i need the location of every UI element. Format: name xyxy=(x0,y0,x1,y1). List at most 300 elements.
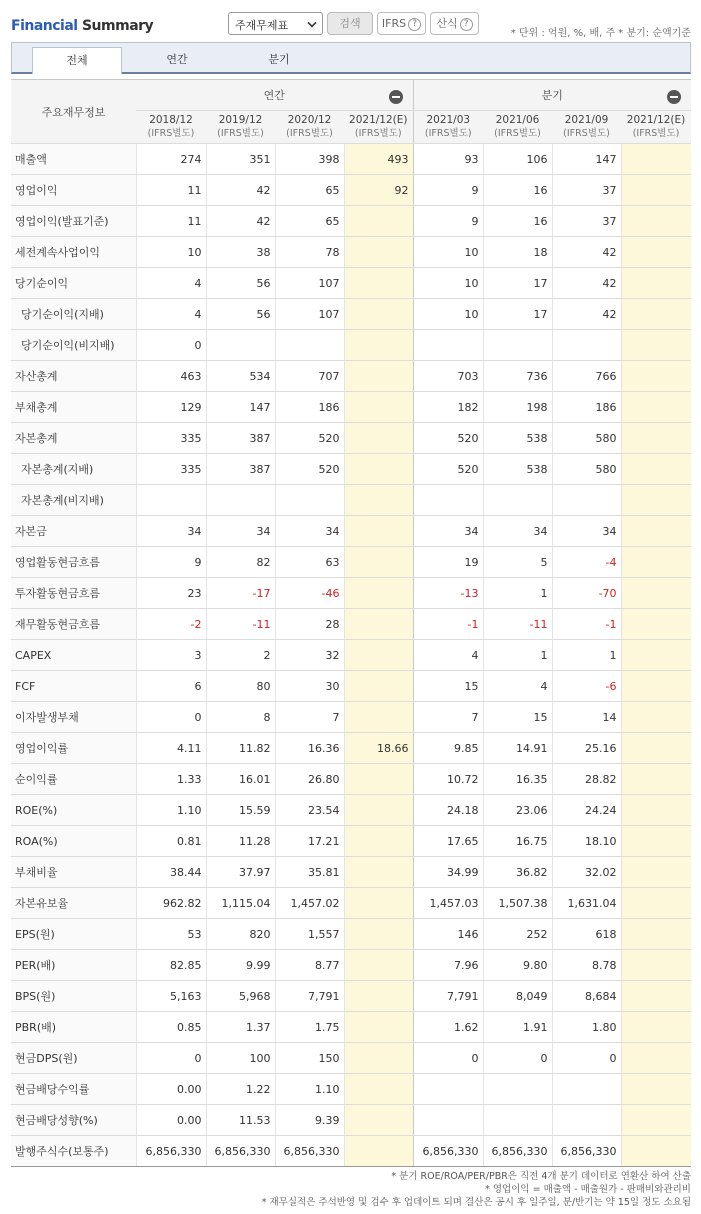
table-cell: 1 xyxy=(483,640,552,671)
table-cell xyxy=(344,578,413,609)
table-cell: 4 xyxy=(136,268,206,299)
table-cell: -46 xyxy=(275,578,344,609)
basis-label: (IFRS별도) xyxy=(424,128,472,139)
basis-label: (IFRS별도) xyxy=(494,128,541,139)
table-cell: 6,856,330 xyxy=(206,1136,275,1167)
table-cell: 736 xyxy=(483,361,552,392)
table-cell: 5,163 xyxy=(136,981,206,1012)
table-cell: 11.53 xyxy=(206,1105,275,1136)
table-row xyxy=(11,950,691,981)
table-cell: 42 xyxy=(206,206,275,237)
row-label: CAPEX xyxy=(11,640,136,671)
table-cell: 1 xyxy=(552,640,621,671)
table-cell: 8.77 xyxy=(275,950,344,981)
footnote: * 분기 ROE/ROA/PER/PBR은 직전 4개 분기 데이터로 연환산 하여 산출 xyxy=(391,1171,691,1182)
table-cell: 14.91 xyxy=(483,733,552,764)
table-cell: 1.37 xyxy=(206,1012,275,1043)
table-cell xyxy=(621,733,691,764)
table-cell xyxy=(621,206,691,237)
table-cell xyxy=(621,175,691,206)
table-row xyxy=(11,1074,691,1105)
row-label: 부채총계 xyxy=(11,392,136,423)
table-row xyxy=(11,826,691,857)
table-row xyxy=(11,981,691,1012)
period-label: 2021/12(E) xyxy=(626,114,686,126)
table-row xyxy=(11,857,691,888)
table-cell xyxy=(344,330,413,361)
table-cell: 6,856,330 xyxy=(275,1136,344,1167)
table-cell: 351 xyxy=(206,144,275,175)
select-value: 주재무제표 xyxy=(235,19,289,32)
table-cell xyxy=(344,361,413,392)
table-cell: 16 xyxy=(483,175,552,206)
table-cell: 56 xyxy=(206,299,275,330)
table-cell: 42 xyxy=(552,237,621,268)
table-cell: 11 xyxy=(136,206,206,237)
table-cell: 398 xyxy=(275,144,344,175)
table-cell: 30 xyxy=(275,671,344,702)
top-bar xyxy=(0,0,701,42)
table-cell: 32 xyxy=(275,640,344,671)
table-cell: 34 xyxy=(552,516,621,547)
formula-label: 산식 xyxy=(436,17,458,30)
table-cell: 1,557 xyxy=(275,919,344,950)
table-cell: 186 xyxy=(275,392,344,423)
table-cell: -11 xyxy=(206,609,275,640)
table-cell: 16.36 xyxy=(275,733,344,764)
table-cell: 0.00 xyxy=(136,1074,206,1105)
table-row xyxy=(11,547,691,578)
table-cell: 0.00 xyxy=(136,1105,206,1136)
table-cell xyxy=(621,299,691,330)
period-header xyxy=(483,111,552,144)
table-cell xyxy=(621,454,691,485)
row-label: 자산총계 xyxy=(11,361,136,392)
table-cell: 15 xyxy=(483,702,552,733)
statement-type-select[interactable] xyxy=(228,12,323,35)
table-cell xyxy=(275,330,344,361)
table-cell: 0 xyxy=(136,330,206,361)
table-cell: 42 xyxy=(552,299,621,330)
table-cell: 8.78 xyxy=(552,950,621,981)
table-cell: 5,968 xyxy=(206,981,275,1012)
table-cell: 107 xyxy=(275,268,344,299)
table-row xyxy=(11,1136,691,1167)
row-label: 현금배당수익률 xyxy=(11,1074,136,1105)
table-cell: 7 xyxy=(413,702,483,733)
table-cell: 8,684 xyxy=(552,981,621,1012)
row-label: FCF xyxy=(11,671,136,702)
row-label: EPS(원) xyxy=(11,919,136,950)
table-cell xyxy=(344,423,413,454)
table-row xyxy=(11,888,691,919)
table-cell: 1,457.02 xyxy=(275,888,344,919)
table-cell: 146 xyxy=(413,919,483,950)
table-cell xyxy=(413,330,483,361)
table-cell: 766 xyxy=(552,361,621,392)
table-cell xyxy=(344,547,413,578)
table-cell xyxy=(621,516,691,547)
table-cell: 520 xyxy=(413,423,483,454)
table-row xyxy=(11,795,691,826)
row-label: 매출액 xyxy=(11,144,136,175)
table-cell xyxy=(621,1136,691,1167)
table-cell: 9 xyxy=(413,206,483,237)
table-cell: 820 xyxy=(206,919,275,950)
table-cell: 147 xyxy=(206,392,275,423)
table-cell: 520 xyxy=(275,423,344,454)
table-row xyxy=(11,206,691,237)
table-cell xyxy=(344,702,413,733)
table-cell xyxy=(344,1012,413,1043)
table-cell: 182 xyxy=(413,392,483,423)
table-cell: 335 xyxy=(136,423,206,454)
period-label: 2021/06 xyxy=(495,114,540,126)
table-row xyxy=(11,361,691,392)
basis-label: (IFRS별도) xyxy=(286,128,333,139)
table-row xyxy=(11,1105,691,1136)
table-cell xyxy=(621,950,691,981)
table-cell xyxy=(621,144,691,175)
group-header-quarter xyxy=(413,80,691,111)
table-cell xyxy=(621,485,691,516)
table-cell xyxy=(621,826,691,857)
table-cell: 520 xyxy=(413,454,483,485)
period-header xyxy=(413,111,483,144)
basis-label: (IFRS별도) xyxy=(217,128,264,139)
period-label: 2021/03 xyxy=(426,114,471,126)
table-cell: 42 xyxy=(206,175,275,206)
table-cell xyxy=(344,268,413,299)
table-cell: 4.11 xyxy=(136,733,206,764)
group-header-annual xyxy=(136,80,413,111)
table-cell: 26.80 xyxy=(275,764,344,795)
table-cell xyxy=(344,640,413,671)
table-cell: 1,631.04 xyxy=(552,888,621,919)
table-cell: 1.75 xyxy=(275,1012,344,1043)
table-cell: 0.81 xyxy=(136,826,206,857)
table-cell: 1.91 xyxy=(483,1012,552,1043)
table-cell: 11.82 xyxy=(206,733,275,764)
period-header xyxy=(136,111,206,144)
table-row xyxy=(11,237,691,268)
table-cell: 34 xyxy=(483,516,552,547)
table-cell xyxy=(413,485,483,516)
table-cell: -1 xyxy=(413,609,483,640)
table-cell xyxy=(621,392,691,423)
table-cell xyxy=(621,671,691,702)
table-cell xyxy=(344,299,413,330)
table-cell xyxy=(483,1074,552,1105)
table-cell: 7,791 xyxy=(413,981,483,1012)
tab-all[interactable]: 전체 xyxy=(32,47,122,74)
table-cell: 618 xyxy=(552,919,621,950)
table-cell xyxy=(621,981,691,1012)
table-cell: 18.66 xyxy=(344,733,413,764)
table-row xyxy=(11,671,691,702)
table-cell: 1,115.04 xyxy=(206,888,275,919)
table-cell xyxy=(344,206,413,237)
table-cell: 34 xyxy=(206,516,275,547)
row-label: 자본총계 xyxy=(11,423,136,454)
table-cell: 37 xyxy=(552,175,621,206)
table-cell: 82 xyxy=(206,547,275,578)
table-cell: 534 xyxy=(206,361,275,392)
table-cell xyxy=(413,1105,483,1136)
group-annual-label: 연간 xyxy=(263,89,285,102)
table-cell: 107 xyxy=(275,299,344,330)
table-cell: 32.02 xyxy=(552,857,621,888)
table-cell: -2 xyxy=(136,609,206,640)
table-cell: 15.59 xyxy=(206,795,275,826)
table-cell xyxy=(344,454,413,485)
table-cell: 580 xyxy=(552,454,621,485)
table-row xyxy=(11,702,691,733)
table-cell xyxy=(483,485,552,516)
table-cell: 17.21 xyxy=(275,826,344,857)
table-row xyxy=(11,423,691,454)
basis-label: (IFRS별도) xyxy=(354,128,402,139)
table-cell: 6 xyxy=(136,671,206,702)
formula-help-button[interactable] xyxy=(430,12,479,35)
table-cell: 10 xyxy=(136,237,206,268)
period-label: 2021/12(E) xyxy=(349,114,408,126)
table-row xyxy=(11,268,691,299)
period-header xyxy=(552,111,621,144)
row-label: 자본유보율 xyxy=(11,888,136,919)
table-cell: 11.28 xyxy=(206,826,275,857)
table-cell xyxy=(621,423,691,454)
table-cell: 34 xyxy=(413,516,483,547)
basis-label: (IFRS별도) xyxy=(147,128,195,139)
search-button[interactable]: 검색 xyxy=(327,12,373,35)
question-icon: ? xyxy=(460,18,473,31)
column-header-item: 주요재무정보 xyxy=(11,80,136,144)
row-label: ROE(%) xyxy=(11,795,136,826)
row-label: 당기순이익 xyxy=(11,268,136,299)
table-cell: 9.39 xyxy=(275,1105,344,1136)
table-row xyxy=(11,919,691,950)
table-cell: 538 xyxy=(483,423,552,454)
table-cell: 8,049 xyxy=(483,981,552,1012)
unit-note: * 단위 : 억원, %, 배, 주 * 분기: 순액기준 xyxy=(510,28,691,39)
footnote: * 영업이익 = 매출액 - 매출원가 - 판매비와관리비 xyxy=(485,1184,691,1195)
table-cell xyxy=(344,1136,413,1167)
table-cell: 92 xyxy=(344,175,413,206)
table-cell: 0.85 xyxy=(136,1012,206,1043)
table-cell: 1,457.03 xyxy=(413,888,483,919)
row-label: 자본금 xyxy=(11,516,136,547)
table-cell: 38.44 xyxy=(136,857,206,888)
table-cell: 18 xyxy=(483,237,552,268)
table-cell: 3 xyxy=(136,640,206,671)
table-cell: 4 xyxy=(136,299,206,330)
table-cell: 93 xyxy=(413,144,483,175)
table-cell: 8 xyxy=(206,702,275,733)
table-cell: -13 xyxy=(413,578,483,609)
table-cell: 580 xyxy=(552,423,621,454)
table-cell: 37 xyxy=(552,206,621,237)
table-row xyxy=(11,516,691,547)
financial-summary-table xyxy=(11,79,691,1167)
table-cell: 1,507.38 xyxy=(483,888,552,919)
table-cell: 65 xyxy=(275,175,344,206)
tab-annual[interactable]: 연간 xyxy=(166,53,188,66)
table-cell: 23.06 xyxy=(483,795,552,826)
table-cell: -6 xyxy=(552,671,621,702)
table-cell xyxy=(621,888,691,919)
table-cell: 17 xyxy=(483,299,552,330)
table-cell xyxy=(621,609,691,640)
table-cell: 129 xyxy=(136,392,206,423)
period-header xyxy=(621,111,691,144)
table-cell xyxy=(621,764,691,795)
table-row xyxy=(11,144,691,175)
table-cell xyxy=(621,1043,691,1074)
table-cell: 28.82 xyxy=(552,764,621,795)
basis-label: (IFRS별도) xyxy=(632,128,680,139)
tab-quarter[interactable]: 분기 xyxy=(268,53,290,66)
table-cell xyxy=(344,671,413,702)
table-cell: 37.97 xyxy=(206,857,275,888)
table-cell: 24.18 xyxy=(413,795,483,826)
period-label: 2020/12 xyxy=(287,114,332,126)
table-cell: 17.65 xyxy=(413,826,483,857)
row-label: 재무활동현금흐름 xyxy=(11,609,136,640)
table-cell: -4 xyxy=(552,547,621,578)
table-row xyxy=(11,1012,691,1043)
row-label: 영업이익률 xyxy=(11,733,136,764)
table-cell: 34 xyxy=(275,516,344,547)
table-cell: 9.99 xyxy=(206,950,275,981)
row-label: 영업이익(발표기준) xyxy=(11,206,136,237)
table-cell: 19 xyxy=(413,547,483,578)
table-cell xyxy=(621,330,691,361)
table-cell xyxy=(344,1074,413,1105)
row-label: 자본총계(지배) xyxy=(11,454,136,485)
table-cell: 7,791 xyxy=(275,981,344,1012)
table-cell xyxy=(206,485,275,516)
period-header xyxy=(206,111,275,144)
table-cell xyxy=(621,268,691,299)
table-cell: 9.85 xyxy=(413,733,483,764)
table-cell xyxy=(206,330,275,361)
table-cell xyxy=(483,330,552,361)
table-cell: 1.80 xyxy=(552,1012,621,1043)
row-label: 세전계속사업이익 xyxy=(11,237,136,268)
table-cell: 493 xyxy=(344,144,413,175)
table-cell: 15 xyxy=(413,671,483,702)
table-cell xyxy=(621,1105,691,1136)
table-cell: 56 xyxy=(206,268,275,299)
table-cell: 65 xyxy=(275,206,344,237)
table-cell xyxy=(552,1105,621,1136)
period-label: 2018/12 xyxy=(149,114,193,126)
table-cell: 38 xyxy=(206,237,275,268)
row-label: 자본총계(비지배) xyxy=(11,485,136,516)
table-cell xyxy=(621,640,691,671)
table-cell: 23.54 xyxy=(275,795,344,826)
table-cell xyxy=(621,578,691,609)
row-label: 현금배당성향(%) xyxy=(11,1105,136,1136)
table-cell: 0 xyxy=(413,1043,483,1074)
row-label: PBR(배) xyxy=(11,1012,136,1043)
row-label: 순이익률 xyxy=(11,764,136,795)
table-cell: -17 xyxy=(206,578,275,609)
table-cell: 1.62 xyxy=(413,1012,483,1043)
table-cell: 28 xyxy=(275,609,344,640)
table-cell: 2 xyxy=(206,640,275,671)
table-cell: 34.99 xyxy=(413,857,483,888)
row-label: 이자발생부채 xyxy=(11,702,136,733)
collapse-quarter-icon[interactable] xyxy=(667,90,681,104)
table-cell: 1.10 xyxy=(136,795,206,826)
row-label: ROA(%) xyxy=(11,826,136,857)
row-label: BPS(원) xyxy=(11,981,136,1012)
period-header xyxy=(344,111,413,144)
table-cell: 16.75 xyxy=(483,826,552,857)
table-cell xyxy=(621,919,691,950)
table-cell: 14 xyxy=(552,702,621,733)
table-cell: 463 xyxy=(136,361,206,392)
collapse-annual-icon[interactable] xyxy=(389,90,403,104)
table-cell: 0 xyxy=(136,702,206,733)
table-cell: 274 xyxy=(136,144,206,175)
table-cell xyxy=(621,1074,691,1105)
footnotes xyxy=(262,1170,691,1209)
row-label: 영업활동현금흐름 xyxy=(11,547,136,578)
chevron-down-icon xyxy=(307,18,316,27)
footnote: * 재무실적은 주석반영 및 검수 후 업데이트 되며 결산은 공시 후 일주일, 분/반기는 약 15일 정도 소요됨 xyxy=(261,1197,691,1208)
table-cell: 1.33 xyxy=(136,764,206,795)
period-tabs xyxy=(11,42,691,74)
table-cell xyxy=(552,330,621,361)
table-cell: 962.82 xyxy=(136,888,206,919)
table-cell: 5 xyxy=(483,547,552,578)
table-cell xyxy=(344,919,413,950)
table-cell: 1.10 xyxy=(275,1074,344,1105)
basis-label: (IFRS별도) xyxy=(563,128,610,139)
table-row xyxy=(11,1043,691,1074)
table-cell xyxy=(621,1012,691,1043)
table-cell: 520 xyxy=(275,454,344,485)
table-cell xyxy=(344,888,413,919)
table-cell xyxy=(275,485,344,516)
table-cell xyxy=(552,1074,621,1105)
table-cell: 24.24 xyxy=(552,795,621,826)
table-row xyxy=(11,609,691,640)
table-cell: 6,856,330 xyxy=(413,1136,483,1167)
ifrs-help-button[interactable] xyxy=(377,12,426,35)
row-label: 발행주식수(보통주) xyxy=(11,1136,136,1167)
table-cell: 7 xyxy=(275,702,344,733)
table-cell: 18.10 xyxy=(552,826,621,857)
row-label: 부채비율 xyxy=(11,857,136,888)
table-cell: 82.85 xyxy=(136,950,206,981)
table-cell: 36.82 xyxy=(483,857,552,888)
table-cell xyxy=(344,764,413,795)
table-cell xyxy=(344,1043,413,1074)
table-cell: 198 xyxy=(483,392,552,423)
table-cell xyxy=(621,702,691,733)
table-cell: 100 xyxy=(206,1043,275,1074)
table-cell: 6,856,330 xyxy=(483,1136,552,1167)
table-cell xyxy=(621,237,691,268)
table-cell: 10 xyxy=(413,237,483,268)
table-row xyxy=(11,454,691,485)
table-cell: 4 xyxy=(413,640,483,671)
table-cell: 106 xyxy=(483,144,552,175)
